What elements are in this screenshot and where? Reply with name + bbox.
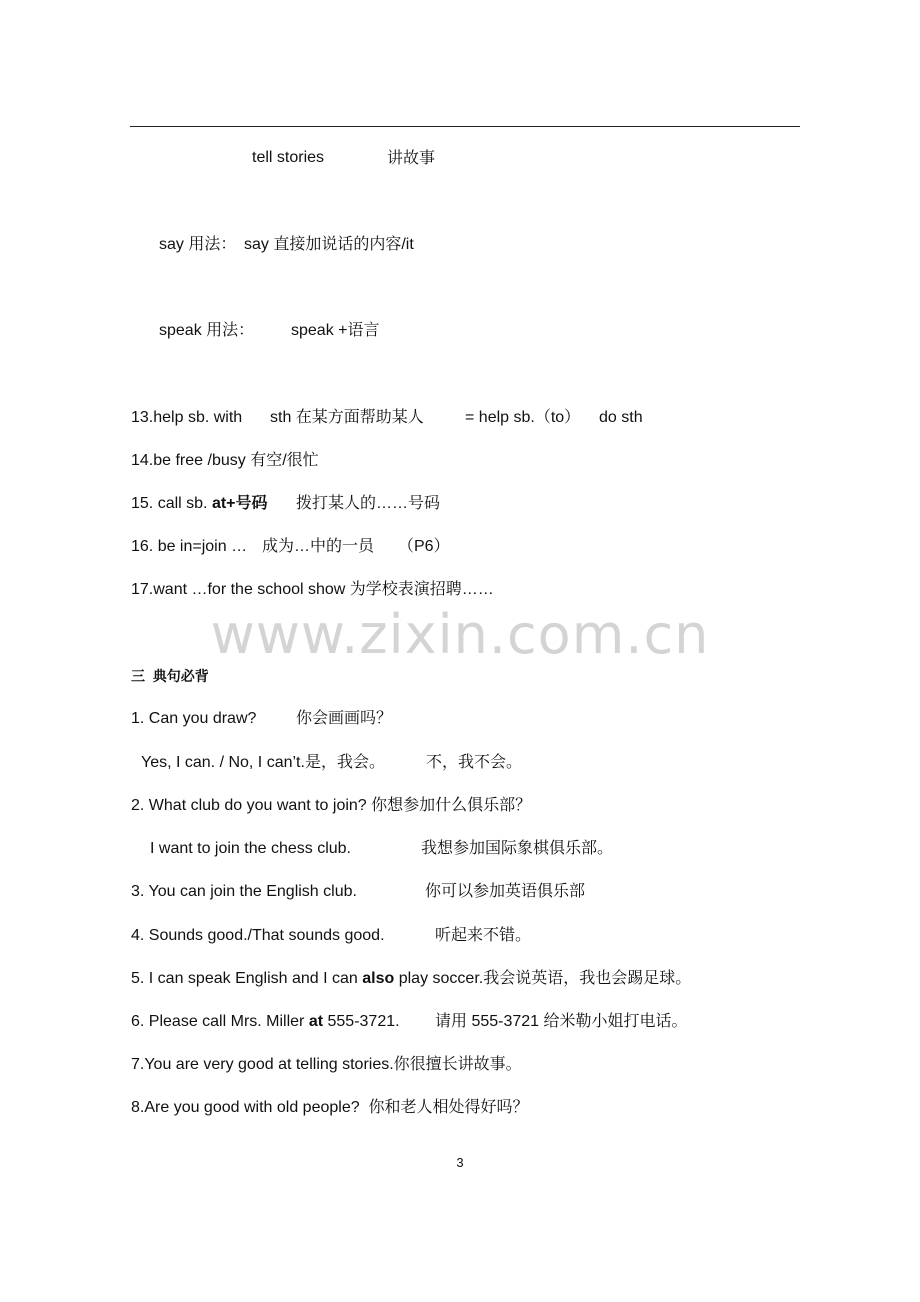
sentence-5 [131,969,691,989]
header-rule [130,126,800,127]
watermark-text: www.zixin.com.cn [210,603,710,666]
page-number: 3 [456,1155,464,1170]
sentence-2-answer-zh: 我想参加国际象棋俱乐部。 [421,840,614,857]
sentence-6 [131,1012,400,1032]
vocab-item-17: 17.want …for the school show 为学校表演招聘…… [131,581,494,598]
sentence-2: 2. What club do you want to join? 你想参加什么俱乐部？ [131,797,532,814]
sentence-4-zh: 听起来不错。 [435,927,532,944]
sentence-4-en: 4. Sounds good./That sounds good. [131,927,385,944]
vocab-item-15 [131,494,268,514]
say-usage-label: say 用法： [159,236,237,253]
sentence-7: 7.You are very good at telling stories.你很擅长讲故事。 [131,1056,522,1073]
sentence-6-post: 555-3721. [323,1013,400,1030]
speak-usage-label: speak 用法： [159,322,255,339]
sentence-1-answer-en: Yes, I can. / No, I can’t.是，我会。 [141,754,385,771]
sentence-8: 8.Are you good with old people? 你和老人相处得好吗？ [131,1099,529,1116]
sentence-6-pre: 6. Please call Mrs. Miller [131,1013,309,1030]
sentence-5-post: play soccer.我会说英语，我也会踢足球。 [394,970,692,987]
speak-usage-text: speak +语言 [291,322,380,339]
sentence-6-zh: 请用 555-3721 给米勒小姐打电话。 [435,1013,688,1030]
sentence-3-zh: 你可以参加英语俱乐部 [425,883,586,900]
say-usage-text: say 直接加说话的内容/it [244,236,414,253]
section-heading: 三 典句必背 [131,668,209,684]
vocab-tell-stories-zh: 讲故事 [387,148,436,167]
vocab-item-13-a: 13.help sb. with [131,409,243,426]
vocab-item-14: 14.be free /busy 有空/很忙 [131,452,319,469]
vocab-item-15-bold: at+号码 [211,495,268,512]
vocab-item-16-a: 16. be in=join … [131,538,248,555]
vocab-item-15-b: 拨打某人的……号码 [296,495,441,512]
sentence-5-pre: 5. I can speak English and I can [131,970,363,987]
vocab-item-15-a: 15. call sb. [131,495,212,512]
vocab-item-13-d: do sth [599,409,643,426]
sentence-1-zh: 你会画画吗？ [296,710,393,727]
sentence-1-en: 1. Can you draw? [131,710,257,727]
sentence-6-bold: at [308,1013,324,1030]
sentence-5-bold: also [362,970,395,987]
sentence-2-answer-en: I want to join the chess club. [150,840,351,857]
vocab-item-16-c: （P6） [398,538,450,555]
sentence-3-en: 3. You can join the English club. [131,883,357,900]
vocab-item-16-b: 成为…中的一员 [262,538,375,555]
vocab-tell-stories-en: tell stories [252,149,325,166]
sentence-1-answer-zh: 不，我不会。 [426,754,523,771]
vocab-item-13-c: = help sb.（to） [465,409,581,426]
vocab-item-13-b: sth 在某方面帮助某人 [270,409,424,426]
